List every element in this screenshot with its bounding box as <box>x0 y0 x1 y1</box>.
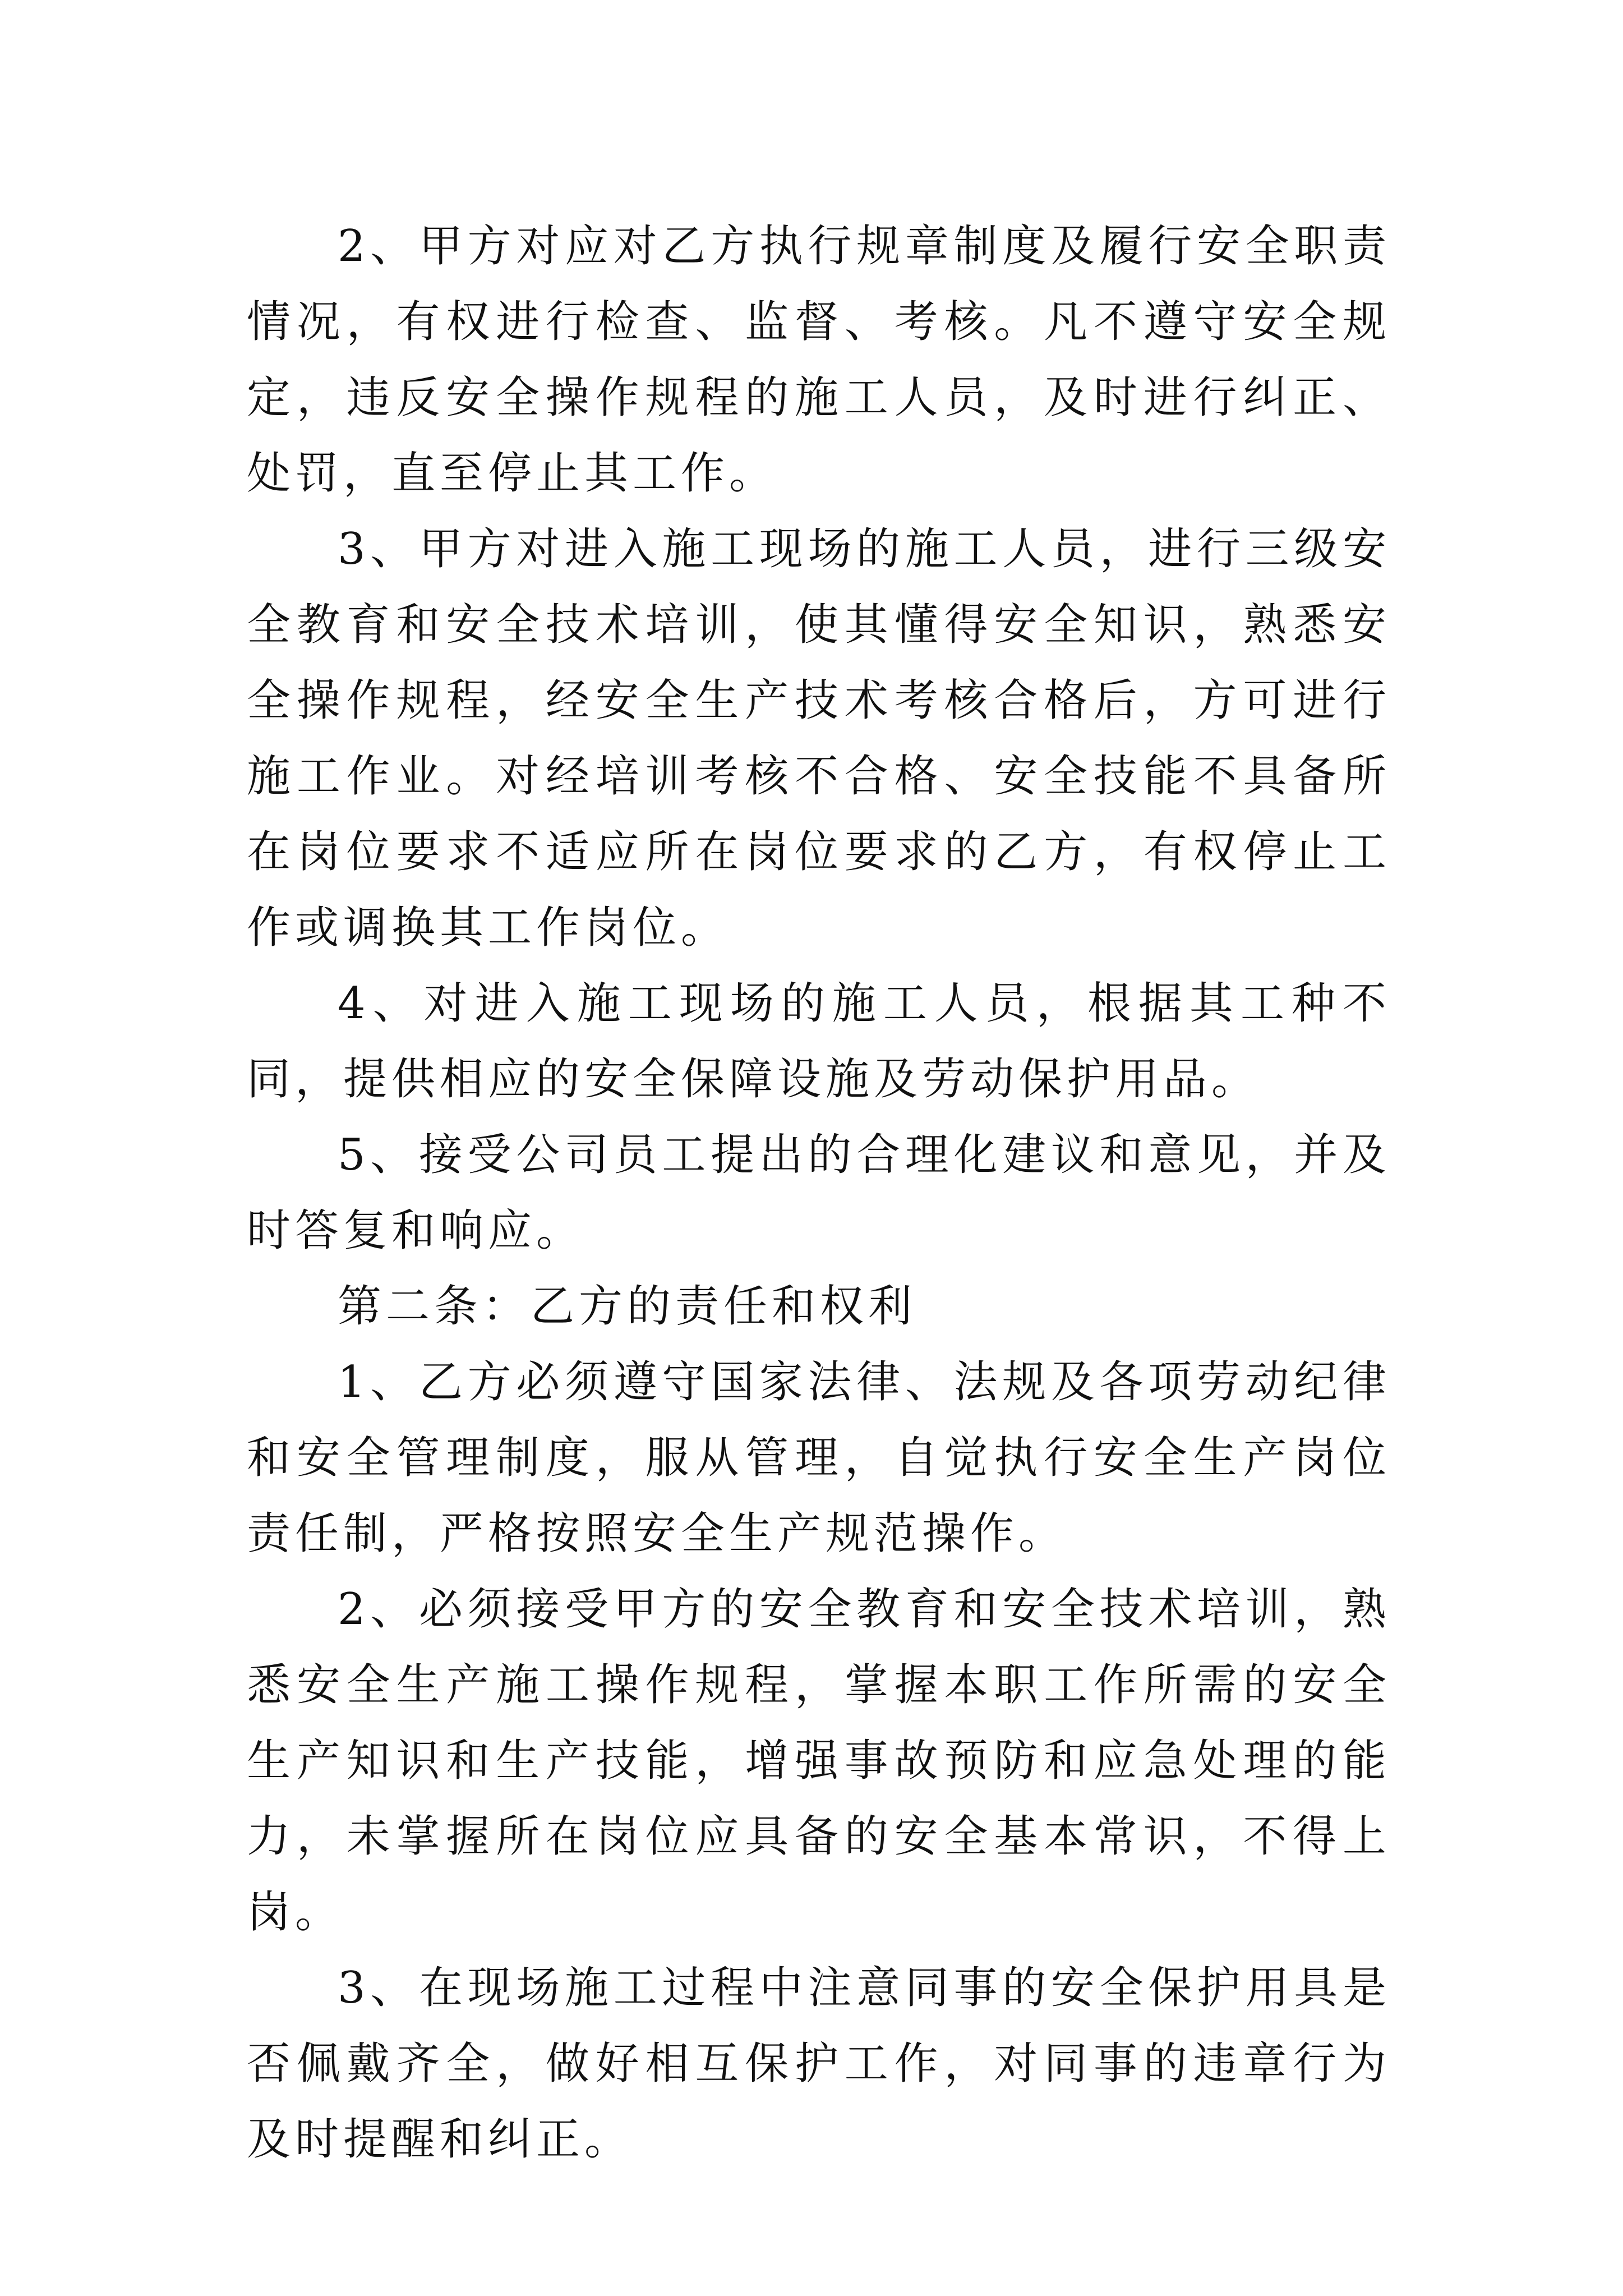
paragraph-party-a-protection: 4、对进入施工现场的施工人员，根据其工种不同，提供相应的安全保障设施及劳动保护用品。 <box>247 978 1391 1105</box>
section-heading-article-2: 第二条：乙方的责任和权利 <box>338 1281 917 1332</box>
paragraph-party-b-compliance: 1、乙方必须遵守国家法律、法规及各项劳动纪律和安全管理制度，服从管理，自觉执行安全生产岗位责任制，严格按照安全生产规范操作。 <box>247 1357 1391 1559</box>
paragraph-party-b-mutual-protection: 3、在现场施工过程中注意同事的安全保护用具是否佩戴齐全，做好相互保护工作，对同事的违章行为及时提醒和纠正。 <box>247 1963 1391 2165</box>
paragraph-party-b-training: 2、必须接受甲方的安全教育和安全技术培训，熟悉安全生产施工操作规程，掌握本职工作所需的安全生产知识和生产技能，增强事故预防和应急处理的能力，未掌握所在岗位应具备的安全基本常识，不得上岗。 <box>247 1584 1391 1938</box>
paragraph-party-a-training: 3、甲方对进入施工现场的施工人员，进行三级安全教育和安全技术培训，使其懂得安全知识，熟悉安全操作规程，经安全生产技术考核合格后，方可进行施工作业。对经培训考核不合格、安全技能不具备所在岗位要求不适应所在岗位要求的乙方，有权停止工作或调换其工作岗位。 <box>247 524 1391 953</box>
document-body <box>247 209 1391 2178</box>
paragraph-party-a-suggestions: 5、接受公司员工提出的合理化建议和意见，并及时答复和响应。 <box>247 1130 1391 1256</box>
paragraph-party-a-inspection: 2、甲方对应对乙方执行规章制度及履行安全职责情况，有权进行检查、监督、考核。凡不遵守安全规定，违反安全操作规程的施工人员，及时进行纠正、处罚，直至停止其工作。 <box>247 221 1391 499</box>
